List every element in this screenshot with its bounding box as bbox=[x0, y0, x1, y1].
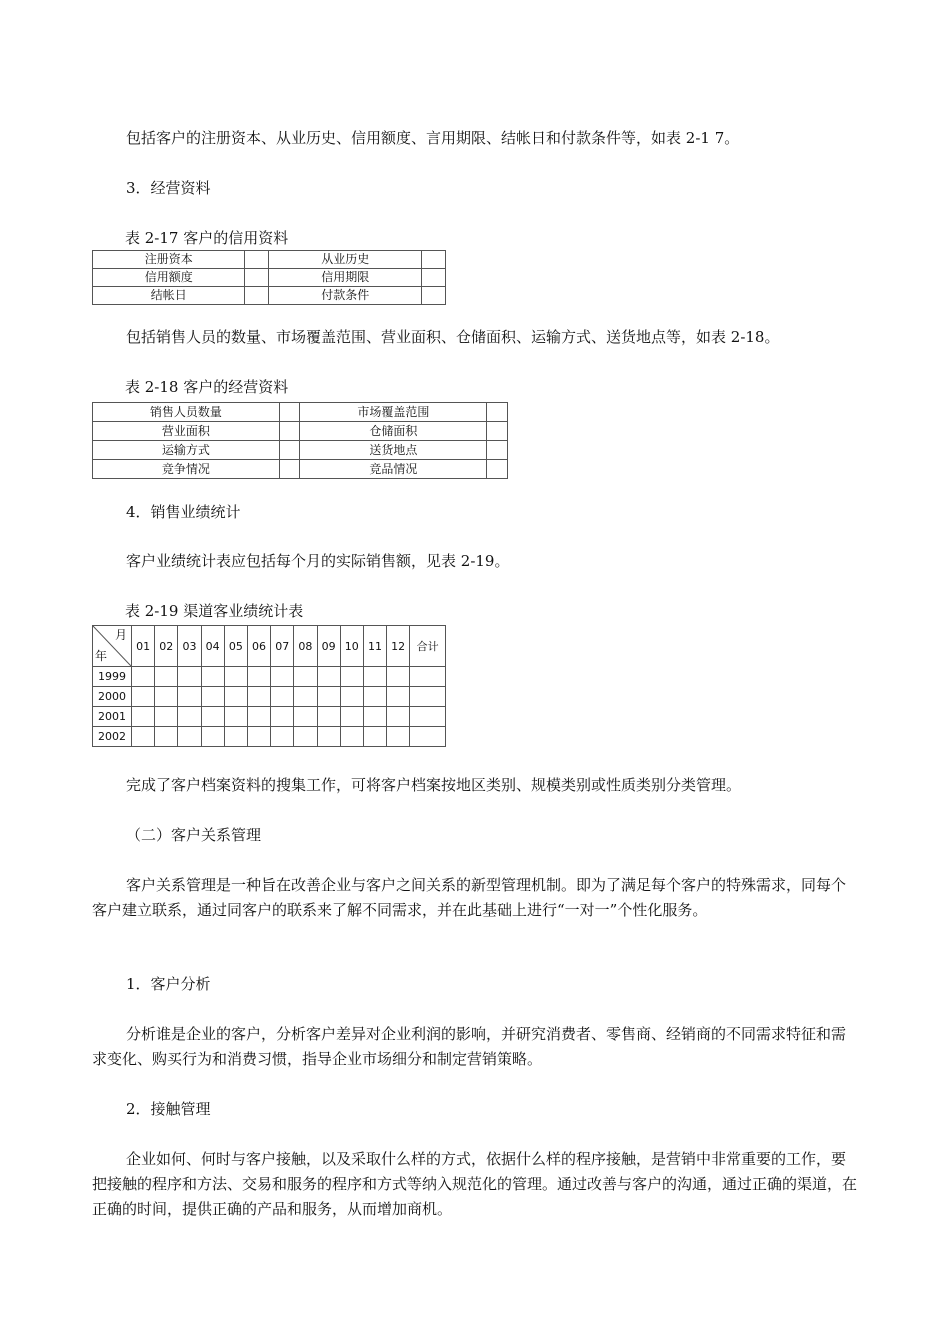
table-cell: 付款条件 bbox=[269, 287, 421, 305]
table-cell bbox=[363, 687, 386, 707]
heading-business-info: 3．经营资料 bbox=[126, 179, 211, 197]
month-header: 06 bbox=[247, 626, 270, 667]
table-row bbox=[93, 460, 508, 479]
table-cell bbox=[340, 687, 363, 707]
table-row bbox=[93, 422, 508, 441]
table-cell bbox=[271, 687, 294, 707]
table-row bbox=[93, 287, 446, 305]
table-cell: 送货地点 bbox=[300, 441, 487, 460]
table-cell bbox=[340, 667, 363, 687]
table-cell bbox=[317, 727, 340, 747]
table-business-info bbox=[92, 402, 508, 479]
table-row bbox=[93, 441, 508, 460]
table-cell bbox=[245, 251, 269, 269]
table-cell bbox=[224, 707, 247, 727]
table-cell bbox=[410, 667, 446, 687]
diagonal-header-cell bbox=[93, 626, 132, 667]
table-cell bbox=[132, 727, 155, 747]
table-cell bbox=[271, 727, 294, 747]
month-header: 01 bbox=[132, 626, 155, 667]
table-cell bbox=[279, 441, 300, 460]
table-cell bbox=[387, 707, 410, 727]
table-cell bbox=[201, 667, 224, 687]
table-cell bbox=[132, 687, 155, 707]
table-cell bbox=[178, 707, 201, 727]
table-cell bbox=[271, 707, 294, 727]
table-cell bbox=[224, 727, 247, 747]
table-cell bbox=[201, 727, 224, 747]
table-cell bbox=[201, 707, 224, 727]
table-credit-info bbox=[92, 250, 446, 305]
table-cell bbox=[178, 727, 201, 747]
caption-table-2-18: 表 2-18 客户的经营资料 bbox=[125, 378, 289, 396]
table-cell bbox=[178, 687, 201, 707]
table-cell bbox=[317, 687, 340, 707]
table-cell bbox=[294, 707, 317, 727]
month-header: 12 bbox=[387, 626, 410, 667]
paragraph-crm: 客户关系管理是一种旨在改善企业与客户之间关系的新型管理机制。即为了满足每个客户的特殊需求，同每个客户建立联系，通过同客户的联系来了解不同需求，并在此基础上进行“一对一”个性化服务。 bbox=[92, 876, 847, 919]
month-header: 03 bbox=[178, 626, 201, 667]
table-cell bbox=[294, 667, 317, 687]
heading-sales-stats: 4．销售业绩统计 bbox=[126, 503, 241, 521]
table-cell: 从业历史 bbox=[269, 251, 421, 269]
table-row bbox=[93, 403, 508, 422]
table-cell bbox=[317, 707, 340, 727]
table-cell bbox=[245, 269, 269, 287]
table-cell: 营业面积 bbox=[93, 422, 280, 441]
month-label: 月 bbox=[114, 628, 127, 642]
table-cell bbox=[247, 687, 270, 707]
table-cell bbox=[224, 667, 247, 687]
table-cell bbox=[155, 667, 178, 687]
table-cell bbox=[132, 707, 155, 727]
table-cell bbox=[224, 687, 247, 707]
table-cell: 仓储面积 bbox=[300, 422, 487, 441]
month-header: 10 bbox=[340, 626, 363, 667]
table-cell bbox=[317, 667, 340, 687]
year-cell: 1999 bbox=[93, 667, 132, 687]
table-cell: 信用期限 bbox=[269, 269, 421, 287]
table-row bbox=[93, 251, 446, 269]
table-cell: 结帐日 bbox=[93, 287, 245, 305]
table-cell bbox=[155, 687, 178, 707]
month-header: 11 bbox=[363, 626, 386, 667]
paragraph-archive-management: 完成了客户档案资料的搜集工作，可将客户档案按地区类别、规模类别或性质类别分类管理。 bbox=[126, 776, 742, 794]
table-cell bbox=[410, 727, 446, 747]
table-cell bbox=[178, 667, 201, 687]
table-cell bbox=[155, 707, 178, 727]
table-cell bbox=[247, 707, 270, 727]
heading-customer-analysis: 1．客户分析 bbox=[126, 975, 211, 993]
table-row bbox=[93, 269, 446, 287]
paragraph-sales-stats: 客户业绩统计表应包括每个月的实际销售额，见表 2-19。 bbox=[126, 552, 510, 570]
year-cell: 2001 bbox=[93, 707, 132, 727]
table-cell bbox=[279, 403, 300, 422]
table-cell: 信用额度 bbox=[93, 269, 245, 287]
month-header: 07 bbox=[271, 626, 294, 667]
table-cell: 销售人员数量 bbox=[93, 403, 280, 422]
table-cell bbox=[487, 460, 508, 479]
table-cell bbox=[294, 687, 317, 707]
table-cell bbox=[294, 727, 317, 747]
year-cell: 2002 bbox=[93, 727, 132, 747]
heading-crm: （二）客户关系管理 bbox=[126, 826, 262, 844]
table-cell bbox=[245, 287, 269, 305]
table-cell bbox=[387, 667, 410, 687]
table-cell bbox=[201, 687, 224, 707]
table-cell: 竞品情况 bbox=[300, 460, 487, 479]
table-cell bbox=[363, 667, 386, 687]
table-cell bbox=[387, 727, 410, 747]
year-cell: 2000 bbox=[93, 687, 132, 707]
table-cell bbox=[410, 707, 446, 727]
month-header: 08 bbox=[294, 626, 317, 667]
table-cell bbox=[487, 422, 508, 441]
paragraph-contact-management: 企业如何、何时与客户接触，以及采取什么样的方式，依据什么样的程序接触，是营销中非常重要的工作，要把接触的程序和方法、交易和服务的程序和方式等纳入规范化的管理。通过改善与客户的沟通，通过正确的渠道，在正确的时间，提供正确的产品和服务，从而增加商机。 bbox=[92, 1150, 858, 1218]
total-header: 合计 bbox=[410, 626, 446, 667]
table-channel-sales bbox=[92, 625, 446, 747]
table-cell: 竞争情况 bbox=[93, 460, 280, 479]
caption-table-2-17: 表 2-17 客户的信用资料 bbox=[125, 229, 289, 247]
paragraph-business-info: 包括销售人员的数量、市场覆盖范围、营业面积、仓储面积、运输方式、送货地点等，如表 2-18。 bbox=[126, 328, 780, 346]
month-header: 04 bbox=[201, 626, 224, 667]
table-cell bbox=[363, 727, 386, 747]
table-cell bbox=[247, 727, 270, 747]
table-cell bbox=[340, 707, 363, 727]
paragraph-customer-analysis: 分析谁是企业的客户，分析客户差异对企业利润的影响，并研究消费者、零售商、经销商的不同需求特征和需求变化、购买行为和消费习惯，指导企业市场细分和制定营销策略。 bbox=[92, 1025, 847, 1068]
month-header: 02 bbox=[155, 626, 178, 667]
table-cell: 市场覆盖范围 bbox=[300, 403, 487, 422]
table-row bbox=[93, 727, 446, 747]
month-header: 05 bbox=[224, 626, 247, 667]
table-cell bbox=[279, 460, 300, 479]
month-header: 09 bbox=[317, 626, 340, 667]
table-row bbox=[93, 667, 446, 687]
heading-contact-management: 2．接触管理 bbox=[126, 1100, 211, 1118]
table-cell: 注册资本 bbox=[93, 251, 245, 269]
table-cell bbox=[279, 422, 300, 441]
table-cell bbox=[421, 287, 445, 305]
table-cell bbox=[387, 687, 410, 707]
table-cell bbox=[410, 687, 446, 707]
table-cell bbox=[421, 269, 445, 287]
table-row bbox=[93, 707, 446, 727]
table-cell bbox=[487, 403, 508, 422]
year-label: 年 bbox=[95, 649, 108, 663]
table-cell bbox=[340, 727, 363, 747]
table-cell bbox=[421, 251, 445, 269]
table-cell bbox=[155, 727, 178, 747]
paragraph-credit-info: 包括客户的注册资本、从业历史、信用额度、言用期限、结帐日和付款条件等，如表 2-1 7。 bbox=[126, 129, 740, 147]
table-row bbox=[93, 687, 446, 707]
table-cell bbox=[247, 667, 270, 687]
table-cell bbox=[363, 707, 386, 727]
caption-table-2-19: 表 2-19 渠道客业绩统计表 bbox=[125, 602, 304, 620]
table-cell: 运输方式 bbox=[93, 441, 280, 460]
table-cell bbox=[271, 667, 294, 687]
table-header-row bbox=[93, 626, 446, 667]
table-cell bbox=[132, 667, 155, 687]
table-cell bbox=[487, 441, 508, 460]
